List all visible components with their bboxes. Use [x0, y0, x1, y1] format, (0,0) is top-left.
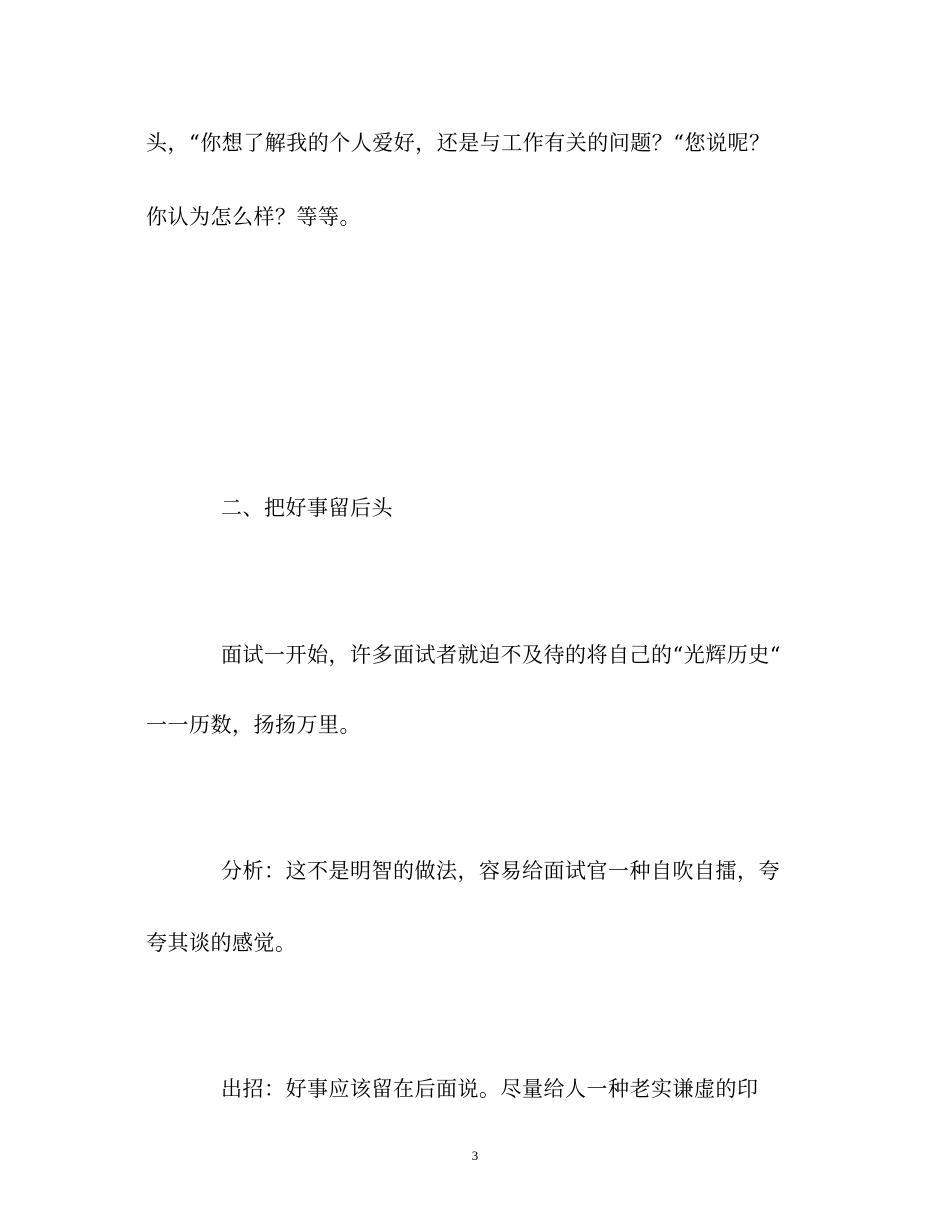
- paragraph-line: 出招：好事应该留在后面说。尽量给人一种老实谦虚的印: [221, 1077, 759, 1101]
- paragraph-line: 一一历数，扬扬万里。: [146, 713, 361, 737]
- section-heading: 二、把好事留后头: [221, 496, 393, 520]
- paragraph-line: 夸其谈的感觉。: [146, 931, 297, 955]
- paragraph-line: 你认为怎么样？等等。: [146, 205, 361, 229]
- paragraph-line: 分析：这不是明智的做法，容易给面试官一种自吹自擂，夸: [221, 859, 780, 883]
- page-number: 3: [471, 1148, 479, 1163]
- paragraph-line: 面试一开始，许多面试者就迫不及待的将自己的“光辉历史“: [221, 643, 781, 667]
- paragraph-line: 头，“你想了解我的个人爱好，还是与工作有关的问题？“您说呢？: [146, 131, 771, 155]
